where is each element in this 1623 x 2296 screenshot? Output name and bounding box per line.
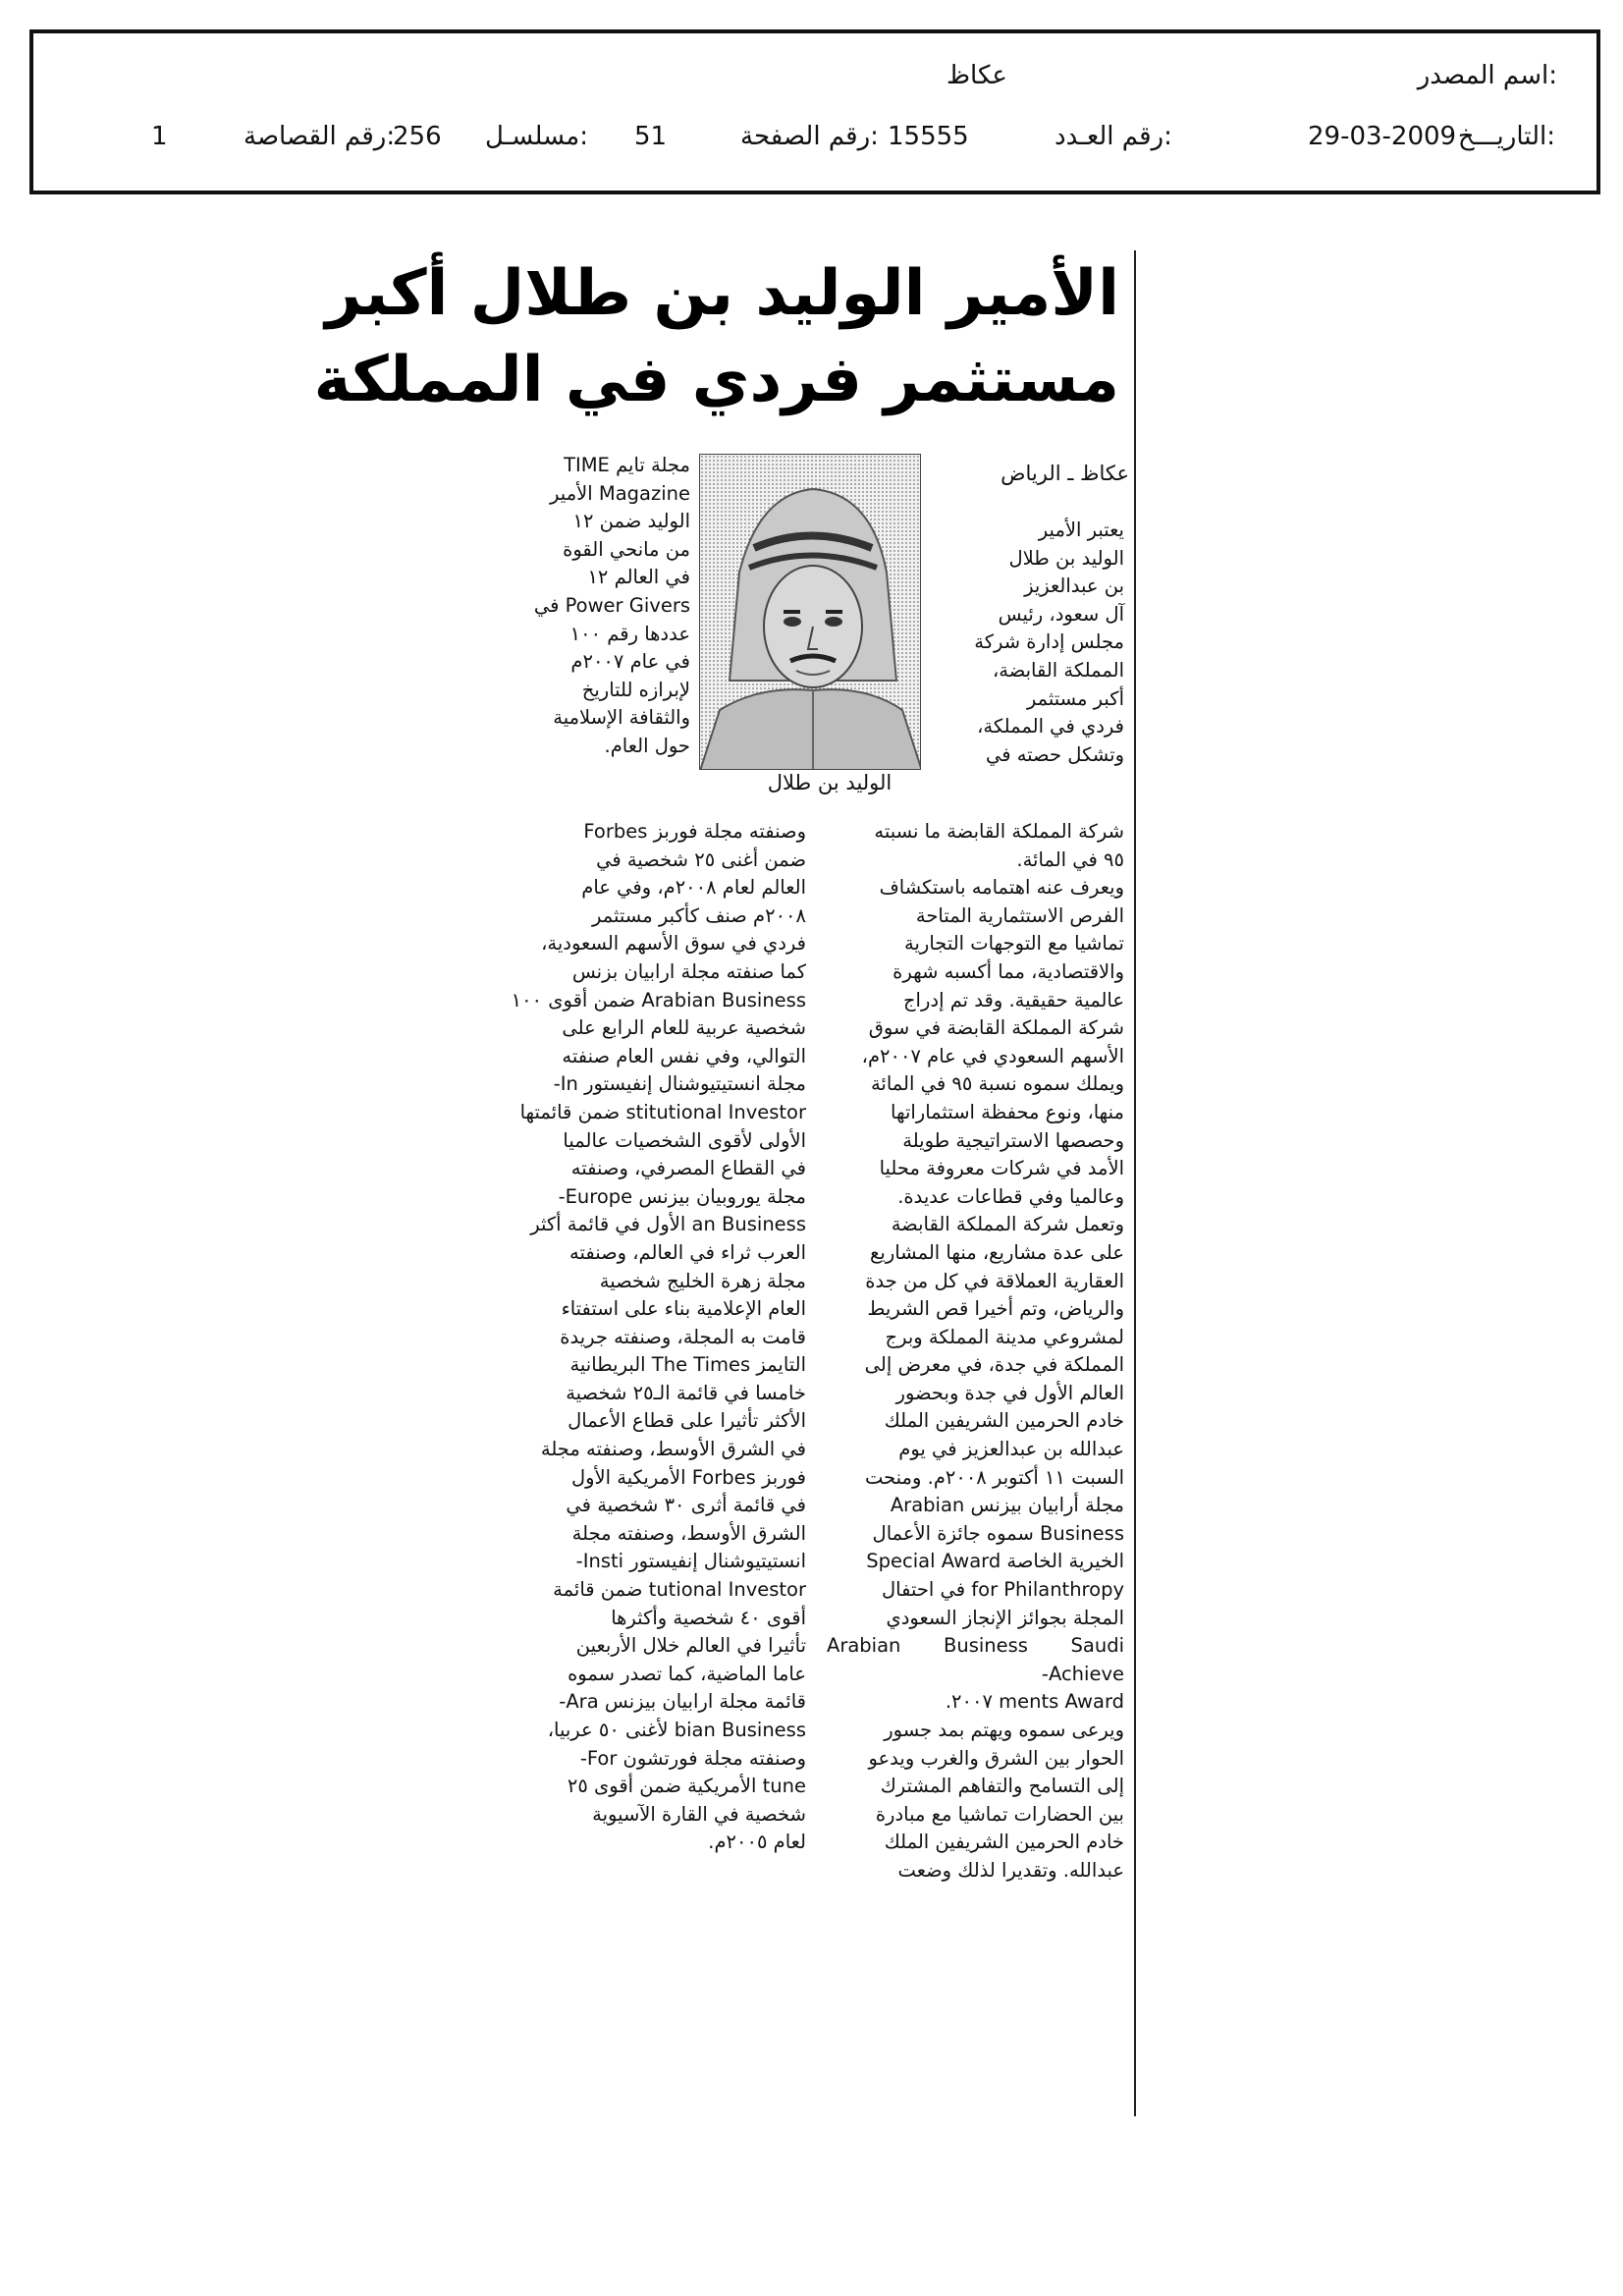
article-line: لإبرازه للتاريخ	[581, 678, 690, 701]
article-line: عالمية حقيقية. وقد تم إدراج	[902, 988, 1124, 1011]
source-value: عكاظ	[947, 61, 1007, 90]
article-line: وصنفته مجلة فورتشون For-	[579, 1746, 806, 1770]
article-line: العالم لعام ٢٠٠٨م، وفي عام	[581, 876, 806, 900]
issue-label: رقم العـدد:	[1055, 122, 1172, 151]
article-line: تماشيا مع التوجهات التجارية	[904, 932, 1124, 956]
article-line: Power Givers في	[533, 593, 690, 617]
article-line: وتعمل شركة المملكة القابضة	[891, 1213, 1124, 1236]
left-column-top	[509, 452, 690, 761]
article-line: التوالي، وفي نفس العام صنفته	[562, 1044, 806, 1067]
article-line: الفرص الاستثمارية المتاحة	[915, 903, 1124, 927]
article-line: ويرعى سموه ويهتم بمد جسور	[884, 1719, 1124, 1741]
source-label: اسم المصدر:	[1417, 61, 1557, 90]
serial-label: مسلسـل:	[485, 122, 588, 151]
article-line: tune الأمريكية ضمن أقوى ٢٥	[567, 1775, 806, 1798]
article-line: فردي في سوق الأسهم السعودية،	[541, 932, 806, 956]
article-line: بين الحضارات تماشيا مع مبادرة	[875, 1802, 1124, 1826]
article-line: في العالم ١٢	[587, 566, 690, 589]
article-line: الأسهم السعودي في عام ٢٠٠٧م،	[861, 1044, 1124, 1067]
article-line: وعالميا وفي قطاعات عديدة.	[897, 1184, 1124, 1208]
article-line: شركة المملكة القابضة ما نسبته	[874, 820, 1124, 843]
article-line: الوليد ضمن ١٢	[572, 510, 690, 533]
article-line: فردي في المملكة،	[977, 715, 1124, 738]
article-line: الحوار بين الشرق والغرب ويدعو	[868, 1746, 1124, 1770]
clipping-header-box	[29, 29, 1600, 194]
article-line: مجلة أرابيان بيزنس Arabian	[890, 1494, 1124, 1517]
article-line: tutional Investor ضمن قائمة	[553, 1578, 806, 1602]
article-line: شركة المملكة القابضة في سوق	[868, 1016, 1124, 1040]
article-line: شخصية في القارة الآسيوية	[592, 1802, 806, 1826]
article-line: الأمد في شركات معروفة محليا	[879, 1157, 1124, 1180]
serial-value: 256	[393, 122, 442, 151]
article-line: على عدة مشاريع، منها المشاريع	[870, 1240, 1124, 1264]
article-line: مجلس إدارة شركة	[974, 630, 1124, 654]
article-line: for Philanthropy في احتفال	[881, 1578, 1124, 1602]
clip-value: 1	[151, 122, 168, 151]
dateline: عكاظ ـ الرياض	[1001, 462, 1129, 485]
page-value: 51	[634, 122, 668, 151]
article-line: الوليد بن طلال	[1008, 546, 1124, 570]
article-line: الخيرية الخاصة Special Award	[866, 1550, 1124, 1573]
article-line: قائمة مجلة ارابيان بيزنس Ara-	[559, 1690, 806, 1714]
headline-line-1: الأمير الوليد بن طلال أكبر	[325, 257, 1119, 330]
article-line: خادم الحرمين الشريفين الملك	[884, 1409, 1124, 1433]
issue-value: 15555	[888, 122, 969, 151]
article-line: العالم الأول في جدة وبحضور	[895, 1381, 1124, 1404]
article-line: والثقافة الإسلامية	[553, 706, 690, 730]
article-line: ضمن أغنى ٢٥ شخصية في	[596, 847, 806, 871]
article-line: مجلة زهرة الخليج شخصية	[599, 1269, 806, 1292]
portrait-image	[700, 455, 921, 770]
right-column-top	[943, 517, 1124, 769]
article-line: والاقتصادية، مما أكسبه شهرة	[893, 959, 1124, 983]
article-line: Arabian Business Saudi Achieve-	[827, 1634, 1124, 1685]
article-line: bian Business لأغنى ٥٠ عربيا،	[547, 1719, 806, 1741]
date-label: التاريـــخ:	[1457, 122, 1555, 151]
article-line: تأثيرا في العالم خلال الأربعين	[575, 1634, 806, 1658]
article-line: مجلة يوروبيان بيزنس Europe-	[558, 1184, 806, 1208]
article-line: قامت به المجلة، وصنفته جريدة	[560, 1325, 806, 1348]
article-line: أقوى ٤٠ شخصية وأكثرها	[611, 1606, 806, 1629]
article-line: عاما الماضية، كما تصدر سموه	[568, 1662, 806, 1685]
article-line: بن عبدالعزيز	[1024, 574, 1124, 598]
article-line: أكبر مستثمر	[1026, 686, 1124, 710]
article-line: عبدالله بن عبدالعزيز في يوم	[898, 1438, 1124, 1461]
article-line: ويملك سموه نسبة ٩٥ في المائة	[870, 1072, 1124, 1096]
article-line: حول العام.	[604, 734, 690, 757]
right-column-bottom	[827, 818, 1124, 1886]
clip-label: رقم القصاصة:	[243, 122, 396, 151]
article-line: فوربز Forbes الأمريكية الأول	[570, 1465, 806, 1489]
headline-line-2: مستثمر فردي في المملكة	[313, 344, 1119, 416]
article-line: آل سعود، رئيس	[998, 602, 1124, 626]
portrait-photo	[699, 454, 921, 770]
article-line: العام الإعلامية بناء على استفتاء	[561, 1297, 806, 1321]
article-line: والرياض، وتم أخيرا قص الشريط	[867, 1297, 1124, 1321]
article-line: مجلة انستيتيوشنال إنفيستور In-	[553, 1072, 806, 1096]
article-line: المملكة في جدة، في معرض إلى	[864, 1353, 1124, 1377]
article-line: انستيتيوشنال إنفيستور Insti-	[575, 1550, 806, 1573]
article-line: Arabian Business ضمن أقوى ١٠٠	[511, 988, 806, 1011]
article-line: خامسا في قائمة الـ٢٥ شخصية	[566, 1381, 806, 1404]
article-line: كما صنفته مجلة ارابيان بزنس	[571, 959, 806, 983]
article-line: an Business الأول في قائمة أكثر	[530, 1213, 806, 1236]
article-line: في عام ٢٠٠٧م	[570, 650, 690, 674]
article-line: الأكثر تأثيرا على قطاع الأعمال	[568, 1409, 806, 1433]
article-line: خادم الحرمين الشريفين الملك	[884, 1831, 1124, 1854]
article-line: العرب ثراء في العالم، وصنفته	[568, 1240, 806, 1264]
article-line: Magazine الأمير	[550, 481, 690, 505]
article-line: إلى التسامح والتفاهم المشترك	[880, 1775, 1124, 1798]
article-line: التايمز The Times البريطانية	[569, 1353, 806, 1377]
article-line: stitutional Investor ضمن قائمتها	[519, 1100, 806, 1123]
article-line: ٢٠٠٨م صنف كأكبر مستثمر	[592, 903, 806, 927]
article-line: ويعرف عنه اهتمامه باستكشاف	[879, 876, 1124, 900]
article-line: الشرق الأوسط، وصنفته مجلة	[571, 1521, 806, 1545]
article-line: لعام ٢٠٠٥م.	[708, 1831, 806, 1854]
article-line: منها، ونوع محفظة استثماراتها	[891, 1100, 1124, 1123]
left-column-bottom	[509, 818, 806, 1857]
article-line: العقارية العملاقة في كل من جدة	[865, 1269, 1124, 1292]
article-line: ٩٥ في المائة.	[1016, 847, 1124, 871]
article-line: المجلة بجوائز الإنجاز السعودي	[886, 1606, 1124, 1629]
article-line: المملكة القابضة،	[992, 658, 1124, 682]
date-value: 29-03-2009	[1308, 122, 1457, 151]
article-line: في القطاع المصرفي، وصنفته	[570, 1157, 806, 1180]
article-line: وتشكل حصته في	[985, 742, 1124, 766]
article-line: ments Award ٢٠٠٧.	[945, 1690, 1124, 1714]
article-line: Business سموه جائزة الأعمال	[872, 1521, 1124, 1545]
article-line: يعتبر الأمير	[1038, 519, 1124, 541]
article-line: لمشروعي مدينة المملكة وبرج	[885, 1325, 1124, 1348]
article-line: وحصصها الاستراتيجية طويلة	[902, 1128, 1124, 1152]
article-line: في قائمة أثرى ٣٠ شخصية في	[566, 1494, 806, 1517]
photo-caption: الوليد بن طلال	[767, 771, 893, 794]
article-line: شخصية عربية للعام الرابع على	[562, 1016, 806, 1040]
article-line: مجلة تايم TIME	[564, 454, 690, 476]
article-line: عبدالله. وتقديرا لذلك وضعت	[897, 1858, 1124, 1882]
article-line: في الشرق الأوسط، وصنفته مجلة	[540, 1438, 806, 1461]
article-line: عددها رقم ١٠٠	[569, 622, 690, 645]
article-line: وصنفته مجلة فوربز Forbes	[583, 820, 806, 843]
article-line: الأولى لأقوى الشخصيات عالميا	[563, 1128, 806, 1152]
page-label: رقم الصفحة:	[740, 122, 879, 151]
article-line: من مانحي القوة	[563, 537, 690, 561]
column-rule	[1134, 250, 1136, 2116]
article-line: السبت ١١ أكتوبر ٢٠٠٨م. ومنحت	[864, 1465, 1124, 1489]
